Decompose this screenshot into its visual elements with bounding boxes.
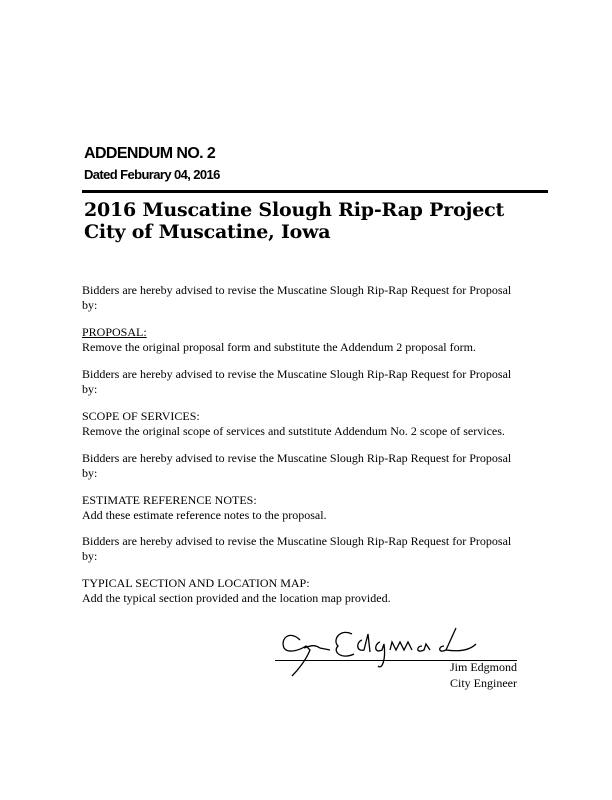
- section-text: Add these estimate reference notes to the proposal.: [82, 508, 327, 522]
- section-text: Add the typical section provided and the location map provided.: [82, 591, 391, 605]
- signer-title: City Engineer: [450, 676, 517, 690]
- section-estimate: [82, 451, 552, 523]
- section-scope: [82, 367, 552, 439]
- section-typical: [82, 534, 552, 606]
- section-intro-end: by:: [82, 466, 98, 480]
- header-rule: [82, 190, 548, 193]
- addendum-number: ADDENDUM NO. 2: [84, 145, 216, 162]
- section-intro: Bidders are hereby advised to revise the Muscatine Slough Rip-Rap Request for Proposal: [82, 451, 512, 465]
- project-location: City of Muscatine, Iowa: [84, 221, 331, 243]
- section-intro-end: by:: [82, 382, 98, 396]
- section-intro: Bidders are hereby advised to revise the Muscatine Slough Rip-Rap Request for Proposal: [82, 283, 512, 297]
- section-intro-end: by:: [82, 298, 98, 312]
- section-heading: SCOPE OF SERVICES:: [82, 409, 200, 423]
- section-intro-end: by:: [82, 549, 98, 563]
- section-heading: ESTIMATE REFERENCE NOTES:: [82, 493, 257, 507]
- project-title: 2016 Muscatine Slough Rip-Rap Project: [84, 199, 505, 221]
- addendum-date: Dated Feburary 04, 2016: [84, 167, 220, 182]
- section-text: Remove the original proposal form and substitute the Addendum 2 proposal form.: [82, 340, 476, 354]
- section-heading: TYPICAL SECTION AND LOCATION MAP:: [82, 576, 310, 590]
- section-intro: Bidders are hereby advised to revise the Muscatine Slough Rip-Rap Request for Proposal: [82, 534, 512, 548]
- section-proposal: [82, 283, 552, 355]
- section-intro: Bidders are hereby advised to revise the Muscatine Slough Rip-Rap Request for Proposal: [82, 367, 512, 381]
- section-text: Remove the original scope of services and sutstitute Addendum No. 2 scope of services.: [82, 424, 505, 438]
- section-heading: PROPOSAL:: [82, 325, 147, 339]
- signer-name: Jim Edgmond: [450, 660, 518, 674]
